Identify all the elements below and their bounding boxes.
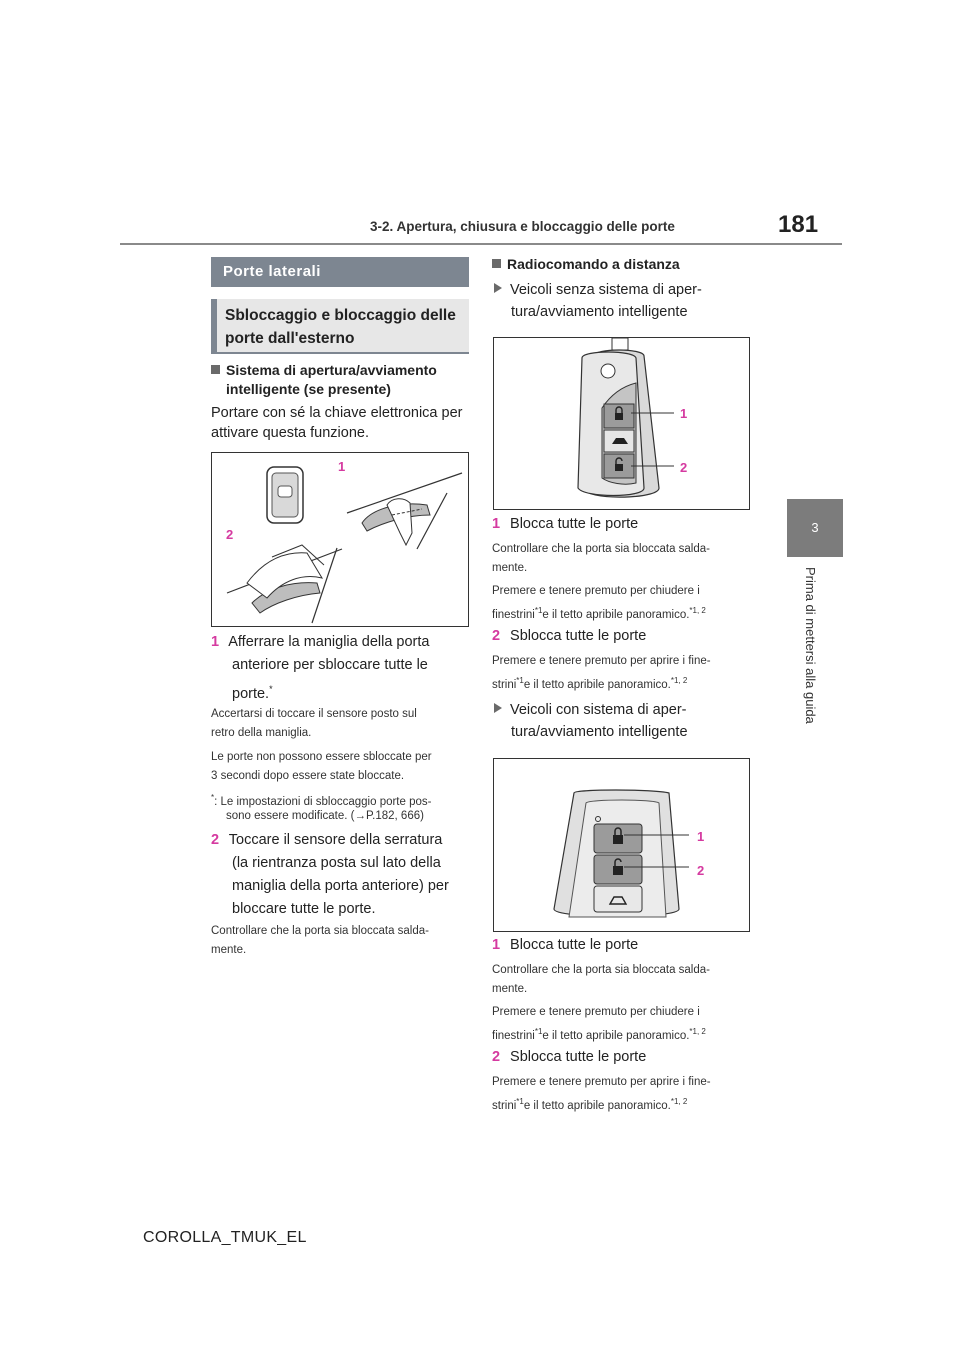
footnote-line: *: Le impostazioni di sbloccaggio porte pos- <box>211 793 432 808</box>
note-line: 3 secondi dopo essere state bloccate. <box>211 770 405 782</box>
key-step-1: 1 Blocca tutte le porte <box>492 513 638 535</box>
model-code: COROLLA_TMUK_EL <box>143 1229 307 1246</box>
note-line: mente. <box>492 562 528 574</box>
step-1-line: anteriore per sbloccare tutte le <box>232 657 428 673</box>
smart-key-step-2: 2 Sblocca tutte le porte <box>492 1046 646 1068</box>
figure-callout-2: 2 <box>680 460 688 475</box>
figure-callout-2: 2 <box>226 527 234 542</box>
step-number: 1 <box>211 634 220 650</box>
chapter-tab-title: Prima di mettersi alla guida <box>803 567 818 724</box>
key-fob-icon <box>267 467 303 523</box>
note-line: retro della maniglia. <box>211 727 312 739</box>
note-line: Premere e tenere premuto per aprire i fine- <box>492 1076 711 1088</box>
triangle-bullet-icon <box>494 703 502 713</box>
folding-key-illustration <box>494 338 749 509</box>
door-handle-illustration <box>212 453 468 626</box>
smart-system-heading: Sistema di apertura/avviamento <box>211 361 437 380</box>
sub-heading-smart-line2: tura/avviamento intelligente <box>511 724 688 740</box>
header-rule <box>120 243 842 245</box>
section-header: 3-2. Apertura, chiusura e bloccaggio delle porte <box>370 219 675 234</box>
intro-text-line: attivare questa funzione. <box>211 425 369 441</box>
section-bar-title: Porte laterali <box>211 257 469 287</box>
door-handle-icon <box>362 499 430 545</box>
note-line: strini$^{*1}$e il tetto apribile panoramico.$^{*1, 2}$ <box>492 676 688 691</box>
sub-heading-no-smart-line2: tura/avviamento intelligente <box>511 304 688 320</box>
remote-heading: Radiocomando a distanza <box>492 255 680 274</box>
note-line: Le porte non possono essere sbloccate per <box>211 751 432 763</box>
subsection-title-line: Sbloccaggio e bloccaggio delle <box>225 307 456 324</box>
note-line: mente. <box>492 983 528 995</box>
triangle-bullet-icon <box>494 283 502 293</box>
step-number: 2 <box>492 1049 501 1065</box>
note-line: Premere e tenere premuto per chiudere i <box>492 1006 700 1018</box>
step-number: 1 <box>492 937 501 953</box>
hand-icon <box>247 545 324 613</box>
note-line: Controllare che la porta sia bloccata salda- <box>211 925 429 937</box>
page-number: 181 <box>778 211 819 238</box>
step-2: 2 Toccare il sensore della serratura <box>211 829 442 851</box>
step-number: 2 <box>492 628 501 644</box>
figure-callout-1: 1 <box>697 829 705 844</box>
door-handle-figure <box>211 452 469 627</box>
step-2-line: maniglia della porta anteriore) per <box>232 878 449 894</box>
step-number: 2 <box>211 832 220 848</box>
note-line: finestrini$^{*1}$e il tetto apribile panoramico.$^{*1, 2}$ <box>492 1027 706 1042</box>
step-1-line: porte.* <box>232 684 273 702</box>
note-line: Premere e tenere premuto per chiudere i <box>492 585 700 597</box>
smart-key-figure <box>493 758 750 932</box>
chapter-tab-number: 3 <box>787 499 843 557</box>
subsection-title-line: porte dall'esterno <box>225 330 355 347</box>
intro-text-line: Portare con sé la chiave elettronica per <box>211 405 463 421</box>
sub-heading-smart: Veicoli con sistema di aper- <box>494 699 687 721</box>
key-step-2: 2 Sblocca tutte le porte <box>492 625 646 647</box>
note-line: Controllare che la porta sia bloccata salda- <box>492 543 710 555</box>
square-bullet-icon <box>211 365 220 374</box>
key-fob-icon <box>554 790 679 917</box>
note-line: finestrini$^{*1}$e il tetto apribile panoramico.$^{*1, 2}$ <box>492 606 706 621</box>
note-line: mente. <box>211 944 247 956</box>
note-line: strini$^{*1}$e il tetto apribile panoramico.$^{*1, 2}$ <box>492 1097 688 1112</box>
figure-callout-1: 1 <box>680 406 688 421</box>
footnote-line: sono essere modificate. (→P.182, 666) <box>226 810 424 822</box>
note-line: Accertarsi di toccare il sensore posto sul <box>211 708 417 720</box>
smart-key-step-1: 1 Blocca tutte le porte <box>492 934 638 956</box>
step-1: 1 Afferrare la maniglia della porta <box>211 631 429 653</box>
figure-callout-2: 2 <box>697 863 705 878</box>
smart-key-illustration <box>494 759 749 931</box>
key-fob-icon <box>578 338 659 497</box>
step-2-line: bloccare tutte le porte. <box>232 901 376 917</box>
figure-callout-1: 1 <box>338 459 346 474</box>
step-number: 1 <box>492 516 501 532</box>
note-line: Controllare che la porta sia bloccata salda- <box>492 964 710 976</box>
step-2-line: (la rientranza posta sul lato della <box>232 855 441 871</box>
square-bullet-icon <box>492 259 501 268</box>
smart-system-heading-line2: intelligente (se presente) <box>226 381 391 397</box>
subsection-title <box>211 299 469 354</box>
sub-heading-no-smart: Veicoli senza sistema di aper- <box>494 279 702 301</box>
folding-key-figure <box>493 337 750 510</box>
note-line: Premere e tenere premuto per aprire i fine- <box>492 655 711 667</box>
